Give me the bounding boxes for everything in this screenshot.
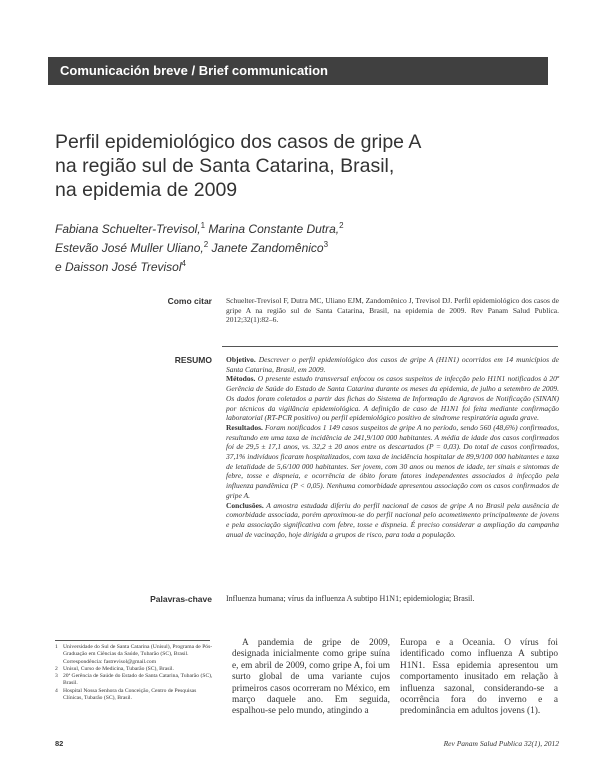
author-line — [55, 256, 344, 275]
footnote-text: Universidade do Sul de Santa Catarina (Unisul), Programa de Pós-Graduação em Ciências da Saúde, Tubarão (SC), Brasil. Correspondência: fastrevisol@gmail.com — [63, 644, 213, 665]
title-line: Perfil epidemiológico dos casos de gripe A — [55, 131, 422, 153]
author-name: e Daisson José Trevisol — [55, 260, 182, 274]
author-line — [55, 237, 344, 256]
body-column-1: A pandemia de gripe de 2009, designada inicialmente como gripe suína e, em abril de 2009, como gripe A, foi um surto global de uma variante cujos primeiros casos ocorreram no México, em março daquele ano. Em seguida, espalhou-se pelo mundo, atingindo a — [232, 638, 390, 717]
author-affiliation-mark: 4 — [181, 259, 186, 268]
footnote-number: 1 — [55, 644, 58, 650]
author-list — [55, 218, 344, 275]
abstract-heading: Conclusões. — [226, 500, 264, 510]
section-banner — [48, 57, 548, 85]
abstract — [226, 355, 559, 539]
article-title — [55, 130, 545, 202]
abstract-text: O presente estudo transversal enfocou os casos suspeitos de infecção pelo H1N1 notificados à 20ª Gerência de Saúde do Estado de Santa Catarina durante os meses da epidemia, de julho a setembro de 2009. Os dados foram coletados a partir das fichas do Sistema de Informação de Agravos de Notificação (SINAN) por técnicos da vigilância epidemiológica. A definição de caso de H1N1 foi feita mediante confirmação laboratorial (RT-PCR positivo) ou perfil epidemiológico positivo de síndrome respiratória aguda grave. — [226, 374, 559, 423]
citation-text: Schuelter-Trevisol F, Dutra MC, Uliano EJM, Zandomênico J, Trevisol DJ. Perfil epidemiológico dos casos de gripe A na região sul de Santa Catarina, Brasil, na epidemia de 2009. Rev Panam Salud Publica. 2012;32(1):82–6. — [226, 296, 559, 325]
abstract-heading: Resultados. — [226, 422, 263, 432]
footnote-divider — [55, 640, 210, 641]
author-name: Fabiana Schuelter-Trevisol, — [55, 222, 201, 236]
footnote-text: Hospital Nossa Senhora da Conceição, Centro de Pesquisas Clínicas, Tubarão (SC), Brasil. — [63, 687, 197, 702]
footnote-number: 3 — [55, 673, 58, 680]
footnote-text: Unisul, Curso de Medicina, Tubarão (SC), Brasil. — [63, 665, 174, 672]
footnote-text: 20ª Gerência de Saúde do Estado de Santa Catarina, Tubarão (SC), Brasil. — [63, 673, 213, 687]
abstract-heading: Objetivo. — [226, 355, 256, 364]
footnote-number: 2 — [55, 665, 58, 672]
abstract-section — [226, 423, 559, 501]
journal-reference: Rev Panam Salud Publica 32(1), 2012 — [443, 739, 559, 748]
author-name: Marina Constante Dutra, — [205, 222, 340, 236]
section-banner-label: Comunicación breve / Brief communication — [60, 63, 328, 78]
abstract-label: RESUMO — [174, 355, 212, 365]
abstract-text: Descrever o perfil epidemiológico dos casos de gripe A (H1N1) ocorridos em 14 municípios de Santa Catarina, Brasil, em 2009. — [226, 355, 559, 374]
body-column-2: Europa e a Oceania. O vírus foi identificado como influenza A subtipo H1N1. Essa epidemia apresentou um comportamento inusitado em relação à influenza sazonal, considerando-se a ocorrência fora do inverno e a predominância em adultos jovens (1). — [400, 638, 558, 717]
author-affiliation-mark: 1 — [200, 221, 206, 230]
keywords-label: Palavras-chave — [150, 594, 212, 604]
author-name: Janete Zandomênico — [208, 241, 324, 255]
author-name: Estevão José Muller Uliano, — [55, 241, 204, 255]
footnote — [55, 644, 215, 666]
abstract-section — [226, 501, 559, 540]
title-line: na região sul de Santa Catarina, Brasil, — [55, 155, 395, 177]
title-line: na epidemia de 2009 — [55, 179, 238, 201]
citation-label: Como citar — [167, 296, 212, 306]
keywords-text: Influenza humana; vírus da influenza A subtipo H1N1; epidemiologia; Brasil. — [226, 594, 475, 603]
author-affiliation-mark: 3 — [323, 240, 329, 249]
abstract-text: A amostra estudada diferiu do perfil nacional de casos de gripe A no Brasil pela ausência de comorbidade associada, porém aproximou-se do perfil nacional pelo acometimento principalmente de jovens e pela associação significativa com febre, tosse e dispneia. É preciso considerar a ampliação da campanha anual de vacinação, hoje dirigida a grupos de risco, para toda a população. — [226, 500, 559, 539]
footnote — [55, 673, 215, 688]
footnote-number: 4 — [55, 687, 58, 694]
abstract-section — [226, 355, 559, 374]
abstract-text: Foram notificados 1 149 casos suspeitos de gripe A no período, sendo 560 (48,6%) confirmados, resultando em uma taxa de incidência de 241,9/100 000 habitantes. A média de idade dos casos confirmados foi de 29,5 ± 17,1 anos, vs. 32,2 ± 20 anos entre os descartados (P = 0,03). Do total de casos confirmados, 37,1% indivíduos ficaram hospitalizados, com taxa de incidência hospitalar de 89,9/100 000 habitantes e taxa de letalidade de 5,6/100 000 habitantes. Ser jovem, com 30 anos ou menos de idade, ter sinais e sintomas de febre, tosse e dispneia, e ocorrência de óbito foram fatores independentes associados à infecção pela influenza pandêmica (P < 0,05). Nenhuma comorbidade apresentou associação com os casos confirmados de gripe A. — [226, 422, 559, 500]
author-affiliation-mark: 2 — [339, 221, 344, 230]
footnotes — [55, 644, 215, 702]
abstract-divider — [222, 346, 558, 347]
abstract-section — [226, 374, 559, 423]
page-number: 82 — [55, 739, 64, 748]
abstract-heading: Métodos. — [226, 374, 256, 384]
footnote — [55, 688, 215, 703]
author-affiliation-mark: 2 — [203, 240, 209, 249]
author-line — [55, 218, 344, 237]
